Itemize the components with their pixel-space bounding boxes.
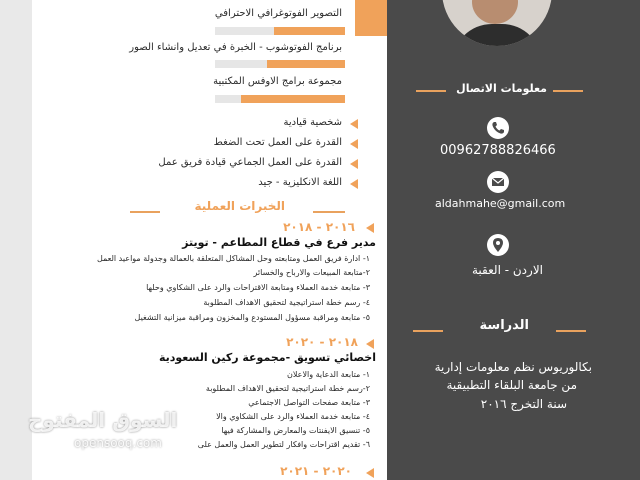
skill-label-3: مجموعة برامج الاوفس المكتبية [213,76,342,87]
trait-bullet-icon [350,139,358,149]
job-1-period-icon [366,223,374,233]
watermark-site: opensooq.com [74,436,162,450]
email-icon [487,171,509,193]
job-2-title: اخصائي تسويق -مجموعة ركين السعودية [158,351,376,364]
heading-rule-right [313,211,345,213]
education-rule-left [413,330,443,332]
trait-bullet-icon [350,119,358,129]
experience-heading: الخبرات العملية [194,199,285,213]
email-address[interactable]: aldahmahe@gmail.com [435,197,566,210]
job-2-duty-3: ٣- متابعة صفحات التواصل الاجتماعي [248,398,370,407]
trait-3: القدرة على العمل الجماعي قيادة فريق عمل [158,157,342,168]
trait-bullet-icon [350,159,358,169]
photo-face [472,0,518,24]
job-2-duty-5: ٥- تنسيق الايفنتات والمعارض والمشاركة فيها [221,426,370,435]
skill-bar-2 [215,60,345,68]
trait-1: شخصية قيادية [283,117,342,128]
trait-2: القدرة على العمل تحت الضغط [213,137,342,148]
phone-number[interactable]: 00962788826466 [440,143,556,158]
location-pin-icon [487,234,509,256]
education-grad-year: سنة التخرج ٢٠١٦ [480,397,567,411]
job-2-duty-4: ٤- متابعة خدمة العملاء والرد على الشكاوي والا [216,412,370,421]
skill-bar-fill-3 [241,95,345,103]
job-3-period: ٢٠٢٠ - ٢٠٢١ [280,464,352,478]
accent-corner [355,0,387,36]
skill-bar-fill-1 [274,27,346,35]
education-rule-right [556,330,586,332]
contact-rule-right [553,90,583,92]
skill-bar-fill-2 [267,60,345,68]
job-1-duty-4: ٤- رسم خطة استراتيجية لتحقيق الاهداف المطلوبة [203,298,370,307]
education-heading: الدراسة [479,318,529,333]
skill-label-1: التصوير الفوتوغرافي الاحترافي [214,8,342,19]
skill-label-2: برنامج الفوتوشوب - الخبرة في تعديل وانشاء الصور [129,42,342,53]
contact-heading: معلومات الاتصال [456,82,547,95]
job-1-duty-2: ٢-متابعة المبيعات والارباح والخسائر [253,268,370,277]
trait-bullet-icon [350,179,358,189]
skill-bar-1 [215,27,345,35]
job-2-duty-6: ٦- تقديم اقتراحات وافكار لتطوير العمل والعمل على [197,440,370,449]
job-1-duty-3: ٣- متابعة خدمة العملاء ومتابعة الاقتراحات والرد على الشكاوي وحلها [146,283,370,292]
job-2-period: ٢٠١٨ - ٢٠٢٠ [286,335,358,349]
job-1-duty-1: ١- ادارة فريق العمل ومتابعته وحل المشاكل المتعلقة بالعمالة وجدولة مواعيد العمل [96,254,370,263]
education-degree: بكالوريوس نظم معلومات إدارية [434,360,592,374]
trait-4: اللغة الانكليزية - جيد [258,177,342,188]
watermark-brand: السوق المفتوح [28,408,178,432]
job-2-duty-2: ٢-رسم خطة استراتيجية لتحقيق الاهداف المطلوبة [205,384,370,393]
skill-bar-3 [215,95,345,103]
job-2-duty-1: ١- متابعة الدعاية والاعلان [287,370,370,379]
education-university: من جامعة البلقاء التطبيقية [446,378,577,392]
job-3-period-icon [366,468,374,478]
heading-rule-left [130,211,160,213]
job-1-period: ٢٠١٦ - ٢٠١٨ [283,220,355,234]
job-1-duty-5: ٥- متابعة ومراقبة مسؤول المستودع والمخزون ومراقبة ميزانية التشغيل [134,313,370,322]
job-1-title: مدير فرع في قطاع المطاعم - تويتز [182,236,376,249]
photo-shoulders [452,24,542,46]
phone-icon [487,117,509,139]
contact-rule-left [416,90,446,92]
job-2-period-icon [366,339,374,349]
location-text: الاردن - العقبة [472,263,543,277]
